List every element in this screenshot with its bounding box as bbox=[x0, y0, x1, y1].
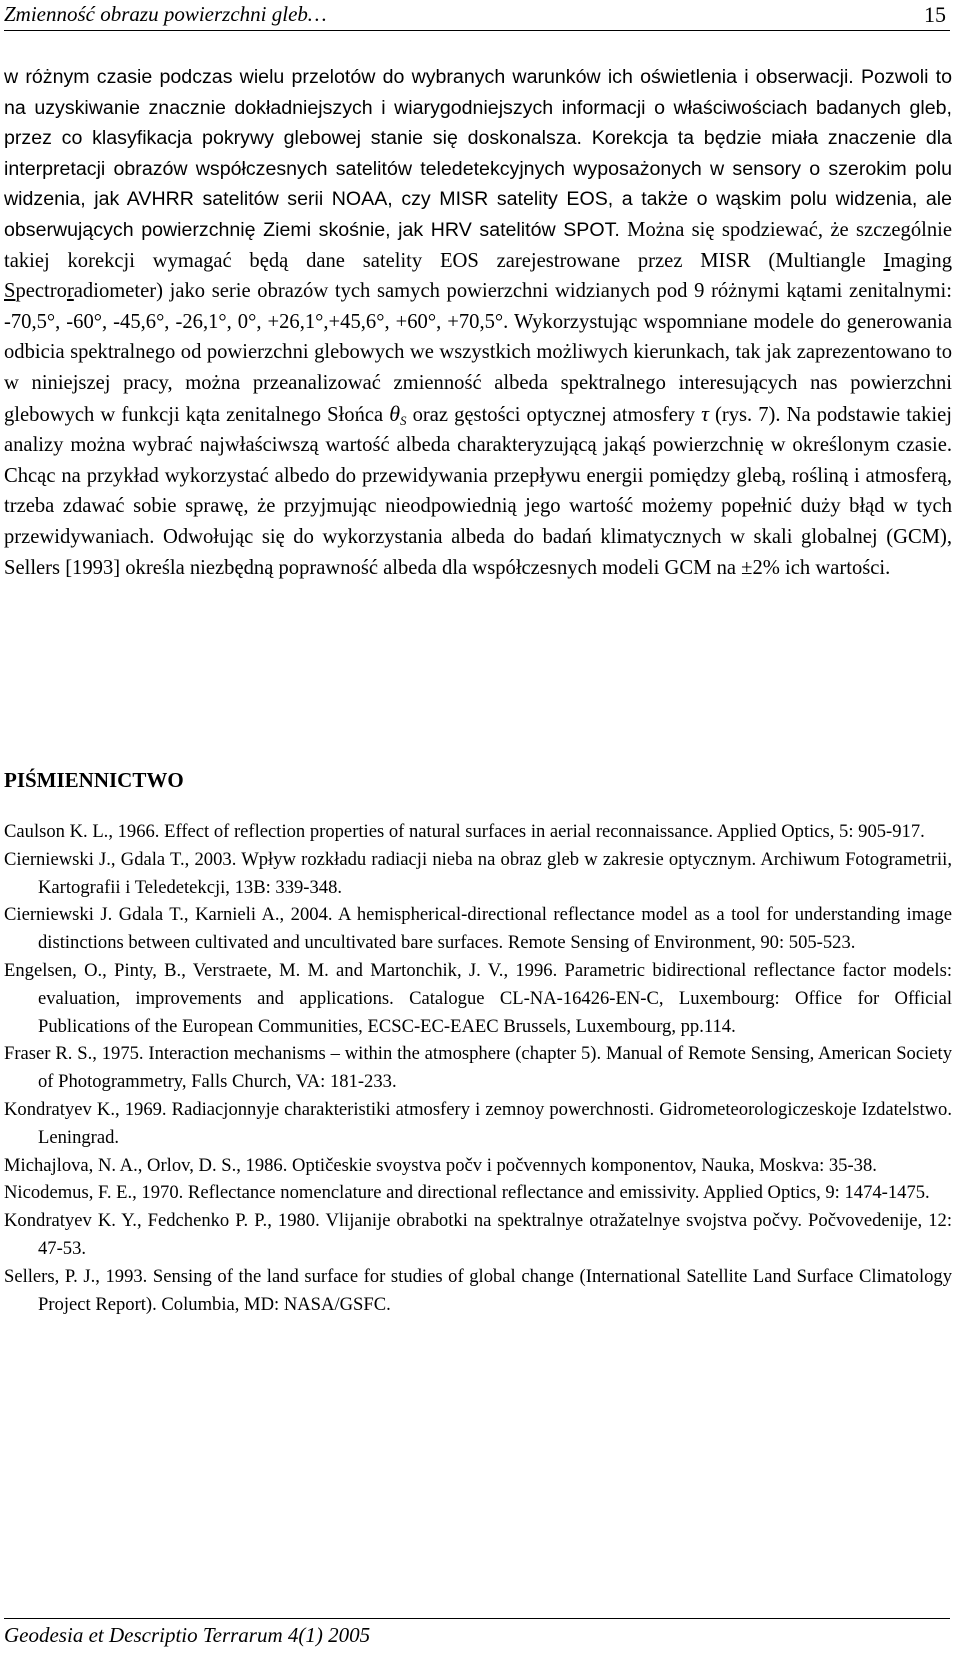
body-text-part-2e: oraz gęstości optycznej atmosfery bbox=[406, 403, 702, 426]
journal-title: Geodesia et Descriptio Terrarum 4(1) 2005 bbox=[4, 1623, 371, 1647]
body-text-part-2d: adiometer) jako serie obrazów tych samych powierzchni widzianych pod 9 różnymi kątami zenitalnymi: -70,5°, -60°, -45,6°, -26,1°, 0°, +26,1°,+45,6°, +60°, +70,5°. Wykorzystując wspomniane modele do generowania odbicia spektralnego od powierzchni glebowych we wszystkich możliwych kierunkach, tak jak zaprezentowano to w niniejszej pracy, można przeanalizować zmienność albeda spektralnego interesujących nas powierzchni glebowych w funkcji kąta zenitalnego Słońca bbox=[4, 280, 952, 426]
acronym-letter-s: S bbox=[4, 280, 16, 303]
references-heading: PIŚMIENNICTWO bbox=[4, 768, 184, 792]
references-list bbox=[4, 818, 952, 1318]
running-title: Zmienność obrazu powierzchni gleb… bbox=[4, 2, 327, 26]
reference-item: Michajlova, N. A., Orlov, D. S., 1986. Optičeskie svoystva počv i počvennych komponentov, Nauka, Moskva: 35-38. bbox=[4, 1154, 877, 1176]
reference-item: Kondratyev K., 1969. Radiacjonnyje charakteristiki atmosfery i zemnoy powerchnosti. Gidrometeorologiczeskoje Izdatelstwo. Leningrad. bbox=[4, 1098, 952, 1148]
running-footer bbox=[4, 1618, 950, 1647]
reference-item: Fraser R. S., 1975. Interaction mechanisms – within the atmosphere (chapter 5). Manual of Remote Sensing, American Society of Photogrammetry, Falls Church, VA: 181-233. bbox=[4, 1043, 952, 1093]
acronym-letter-r: r bbox=[66, 280, 74, 303]
reference-item: Cierniewski J. Gdala T., Karnieli A., 2004. A hemispherical-directional reflectance model as a tool for understanding image distinctions between cultivated and uncultivated bare surfaces. Remote Sensing of Environment, 90: 505-523. bbox=[4, 904, 952, 954]
running-header bbox=[4, 0, 950, 31]
reference-item: Kondratyev K. Y., Fedchenko P. P., 1980. Vlijanije obrabotki na spektralnye otražatelnye svojstva počvy. Počvovedenije, 12: 47-53. bbox=[4, 1210, 952, 1259]
body-text-part-2c: pectro bbox=[15, 280, 67, 303]
body-text-part-2b: maging bbox=[890, 249, 952, 272]
reference-item: Nicodemus, F. E., 1970. Reflectance nomenclature and directional reflectance and emissivity. Applied Optics, 9: 1474-1475. bbox=[4, 1182, 930, 1204]
body-text-part-1: w różnym czasie podczas wielu przelotów do wybranych warunków ich oświetlenia i obserwacji. Pozwoli to na uzyskiwanie znacznie dokładniejszych i wiarygodniejszych informacji o właściwościach badanych gleb, przez co klasyfikacja pokrywy glebowej stanie się doskonalsza. Korekcja ta będzie miała znaczenie dla interpretacji obrazów współczesnych satelitów teledetekcyjnych wyposażonych w sensory o szerokim polu widzenia, jak AVHRR satelitów serii NOAA, czy MISR satelity EOS, a także o wąskim polu widzenia, ale obserwujących powierzchnię Ziemi skośnie, jak HRV satelitów SPOT. bbox=[4, 66, 952, 241]
tau-symbol: τ bbox=[701, 400, 709, 426]
reference-item: Engelsen, O., Pinty, B., Verstraete, M. M. and Martonchik, J. V., 1996. Parametric bidirectional reflectance factor models: evaluation, improvements and applications. Catalogue CL-NA-16426-EN-C, Luxembourg: Office for Official Publications of the European Communities, ECSC-EC-EAEC Brussels, Luxembourg, pp.114. bbox=[4, 959, 952, 1037]
theta-subscript: S bbox=[400, 412, 407, 428]
page-number: 15 bbox=[924, 2, 946, 27]
acronym-letter-i: I bbox=[883, 249, 891, 272]
reference-item: Caulson K. L., 1966. Effect of reflection properties of natural surfaces in aerial reconnaissance. Applied Optics, 5: 905-917. bbox=[4, 821, 925, 842]
body-text-part-2 bbox=[4, 219, 952, 579]
body-text-part-2f: (rys. 7). Na podstawie takiej analizy można wybrać najwłaściwszą wartość albeda charakteryzującą jakąś powierzchnię w określonym czasie. Chcąc na przykład wykorzystać albedo do przewidywania przepływu energii pomiędzy glebą, rośliną i atmosferą, trzeba zdawać sobie sprawę, że przyjmując nieodpowiednią jego wartość możemy popełnić duży błąd w tych przewidywaniach. Odwołując się do wykorzystania albeda do badań klimatycznych w skali globalnej (GCM), Sellers [1993] określa niezbędną poprawność albeda dla współczesnych modeli GCM na ±2% ich wartości. bbox=[4, 403, 953, 579]
body-paragraph bbox=[4, 62, 952, 583]
body-text-part-2a: Można się spodziewać, że szczególnie takiej korekcji wymagać będą dane satelity EOS zarejestrowane przez MISR (Multiangle bbox=[4, 218, 952, 272]
reference-item: Sellers, P. J., 1993. Sensing of the land surface for studies of global change (International Satellite Land Surface Climatology Project Report). Columbia, MD: NASA/GSFC. bbox=[4, 1265, 952, 1315]
theta-symbol: θ bbox=[389, 400, 401, 426]
reference-item: Cierniewski J., Gdala T., 2003. Wpływ rozkładu radiacji nieba na obraz gleb w zakresie optycznym. Archiwum Fotogrametrii, Kartografii i Teledetekcji, 13B: 339-348. bbox=[4, 848, 952, 898]
